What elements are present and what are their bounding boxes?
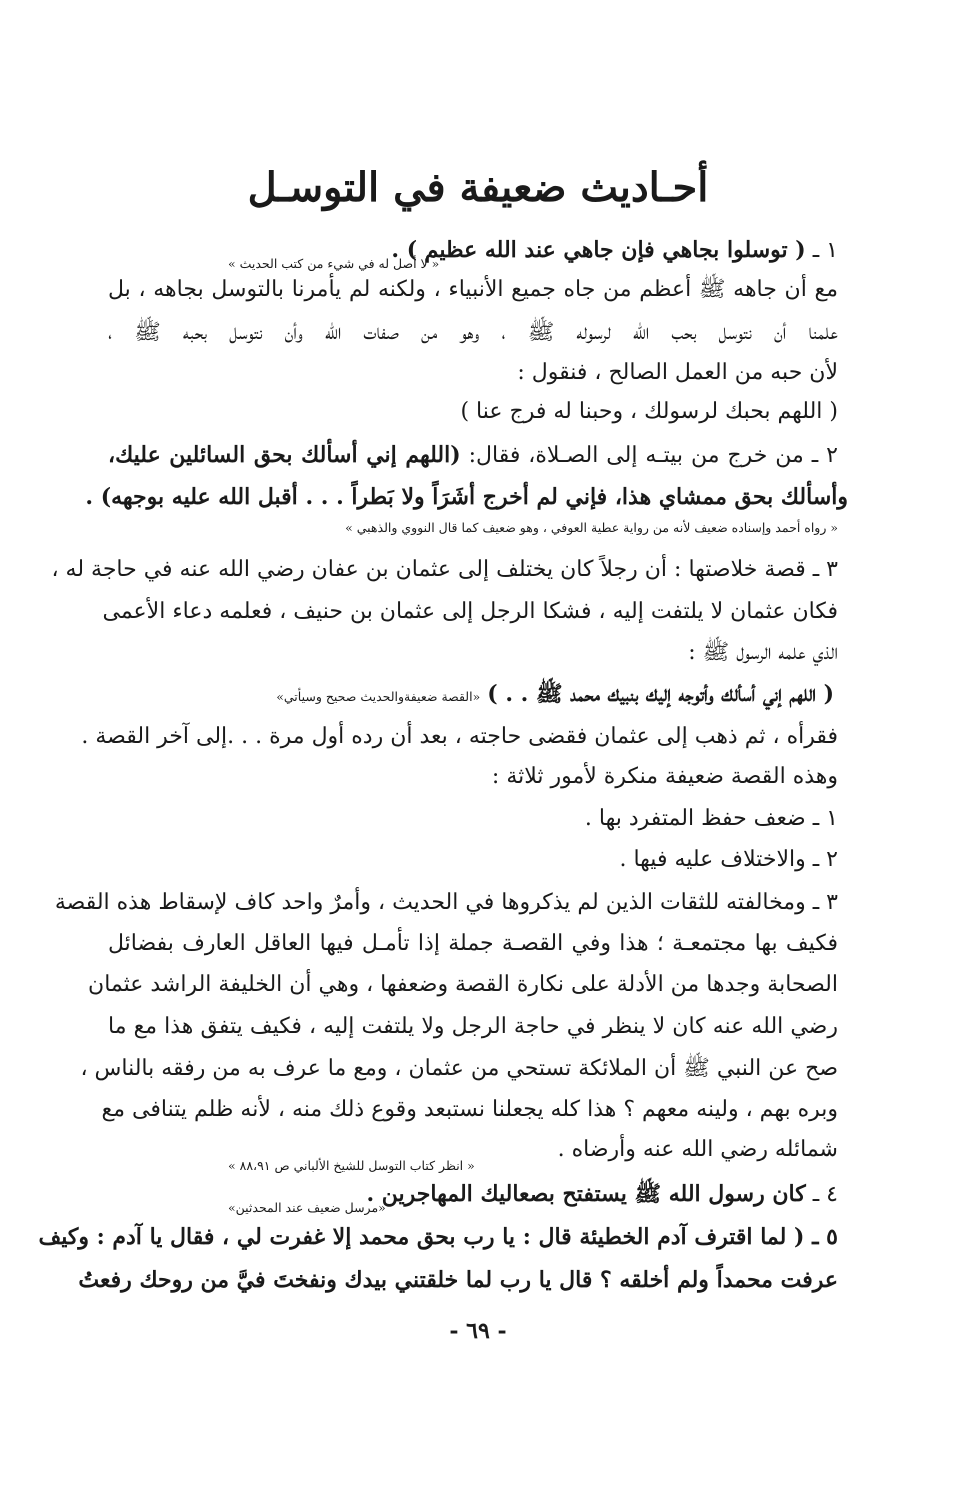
hadith-3-line-6: وهذه القصة ضعيفة منكرة لأمور ثلاثة : <box>491 764 838 789</box>
hadith-3-line-1 <box>51 548 838 592</box>
hadith-4-grading: «مرسل ضعيف عند المحدثين» <box>228 1200 386 1215</box>
hadith-2-intro: من خرج من بيتـه إلى الصـلاة، فقال: <box>468 443 804 468</box>
reason-3-line-2: فكيف بها مجتمعـة ؛ هذا وفي القصـة جملة إذا تأمـل فيها العاقل العارف بفضائل <box>108 931 838 956</box>
hadith-4-text: كان رسول الله ﷺ يستفتح بصعاليك المهاجرين . <box>366 1181 806 1207</box>
reason-3-end: شمائله رضي الله عنه وأرضاه . <box>557 1137 838 1162</box>
reason-1: ١ ـ ضعف حفظ المتفرد بها . <box>584 806 838 831</box>
item-number: ١ ـ <box>812 238 838 263</box>
hadith-2-line-1 <box>108 433 838 478</box>
hadith-5-line-1 <box>38 1215 838 1259</box>
page-number: - ٦٩ - <box>449 1318 507 1344</box>
reason-3-line-6: وبره بهم ، ولينه معهم ؟ هذا كله يجعلنا نستبعد وقوع ذلك منه ، لأنه ظلم يتنافى مع <box>101 1097 838 1122</box>
hadith-3-dua-line <box>98 672 834 719</box>
hadith-2-text: (اللهم إني أسألك بحق السائلين عليك، <box>108 442 461 468</box>
item-number: ٢ ـ <box>811 443 838 468</box>
reason-3-line-4: رضي الله عنه كان لا ينظر في حاجة الرجل ولا يلتفت إليه ، فكيف يتفق هذا مع ما <box>108 1014 838 1039</box>
reason-2: ٢ ـ والاختلاف عليه فيها . <box>619 847 838 872</box>
dua-grading: «القصة ضعيفةوالحديث صحيح وسيأتي» <box>276 689 481 704</box>
reason-3-line-1 <box>54 881 838 925</box>
page-title: أحـاديث ضعيفة في التوسـل <box>247 164 709 211</box>
reason-3-line-7 <box>108 1128 838 1172</box>
hadith-2-line-2: وأسألك بحق ممشاي هذا، فإني لم أخرج أشَرَاً ولا بَطراً . . . أقبل الله عليه بوجهه) . <box>85 484 848 510</box>
hadith-4-line <box>108 1172 838 1217</box>
hadith-1-line-2: مع أن جاهه ﷺ أعظم من جاه جميع الأنبياء ، ولكنه لم يأمرنا بالتوسل بجاهه ، بل <box>108 277 838 302</box>
item-number: ٤ ـ <box>812 1182 838 1207</box>
item-number: ٣ ـ <box>812 890 838 915</box>
dua-text: ( اللهم إني أسألك وأتوجه إليك بنبيك محمد ﷺ . . ) <box>487 681 834 707</box>
hadith-2-grading: « رواه أحمد وإسناده ضعيف لأنه من رواية عطية العوفي ، وهو ضعيف كما قال النووي والذهبي » <box>345 520 838 535</box>
item-number: ٥ ـ <box>812 1224 838 1250</box>
hadith-3-line-3: الذي علمه الرسول ﷺ : <box>688 640 838 665</box>
hadith-1-line-1 <box>108 228 838 273</box>
hadith-5-line-2: عرفت محمداً ولم أخلقه ؟ قال يا رب لما خلقتني بيدك ونفختَ فيَّ من روحك رفعتُ <box>78 1267 838 1293</box>
reason-3-reference: « انظر كتاب التوسل للشيخ الألباني ص ٨٨،٩١ » <box>228 1158 475 1173</box>
hadith-1-line-4: لأن حبه من العمل الصالح ، فنقول : <box>517 360 838 385</box>
reason-3-line-3: الصحابة وجدها من الأدلة على نكارة القصة وضعفها ، وهي أن الخليفة الراشد عثمان <box>88 972 838 997</box>
hadith-1-grading: « لا أصل له في شيء من كتب الحديث » <box>228 256 440 271</box>
reason-3-line-5: صح عن النبي ﷺ أن الملائكة تستحي من عثمان ، ومع ما عرف به من رفقه بالناس ، <box>80 1056 838 1081</box>
item-number: ٣ ـ <box>812 557 838 582</box>
hadith-5-text: ( لما اقترف آدم الخطيئة قال : يا رب بحق محمد إلا غفرت لي ، فقال يا آدم : وكيف <box>38 1224 805 1250</box>
hadith-1-line-3: علمنا أن نتوسل بحب الله لرسوله ﷺ ، وهو من صفات الله وأن نتوسل بحبه ﷺ ، <box>108 320 838 345</box>
story-line-1: قصة خلاصتها : أن رجلاً كان يختلف إلى عثمان بن عفان رضي الله عنه في حاجة له ، <box>51 557 806 582</box>
hadith-1-line-5: ( اللهم بحبك لرسولك ، وحبنا له فرج عنا ) <box>460 399 838 424</box>
hadith-3-line-2: فكان عثمان لا يلتفت إليه ، فشكا الرجل إلى عثمان بن حنيف ، فعلمه دعاء الأعمى <box>102 599 838 624</box>
hadith-1-text: ( توسلوا بجاهي فإن جاهي عند الله عظيم ) . <box>391 237 806 263</box>
hadith-3-line-5: فقرأه ، ثم ذهب إلى عثمان فقضى حاجته ، بعد أن رده أول مرة . . .إلى آخر القصة . <box>81 724 838 749</box>
reason-3-text: ومخالفته للثقات الذين لم يذكروها في الحديث ، وأمرٌ واحد كاف لإسقاط هذه القصة <box>54 890 806 915</box>
